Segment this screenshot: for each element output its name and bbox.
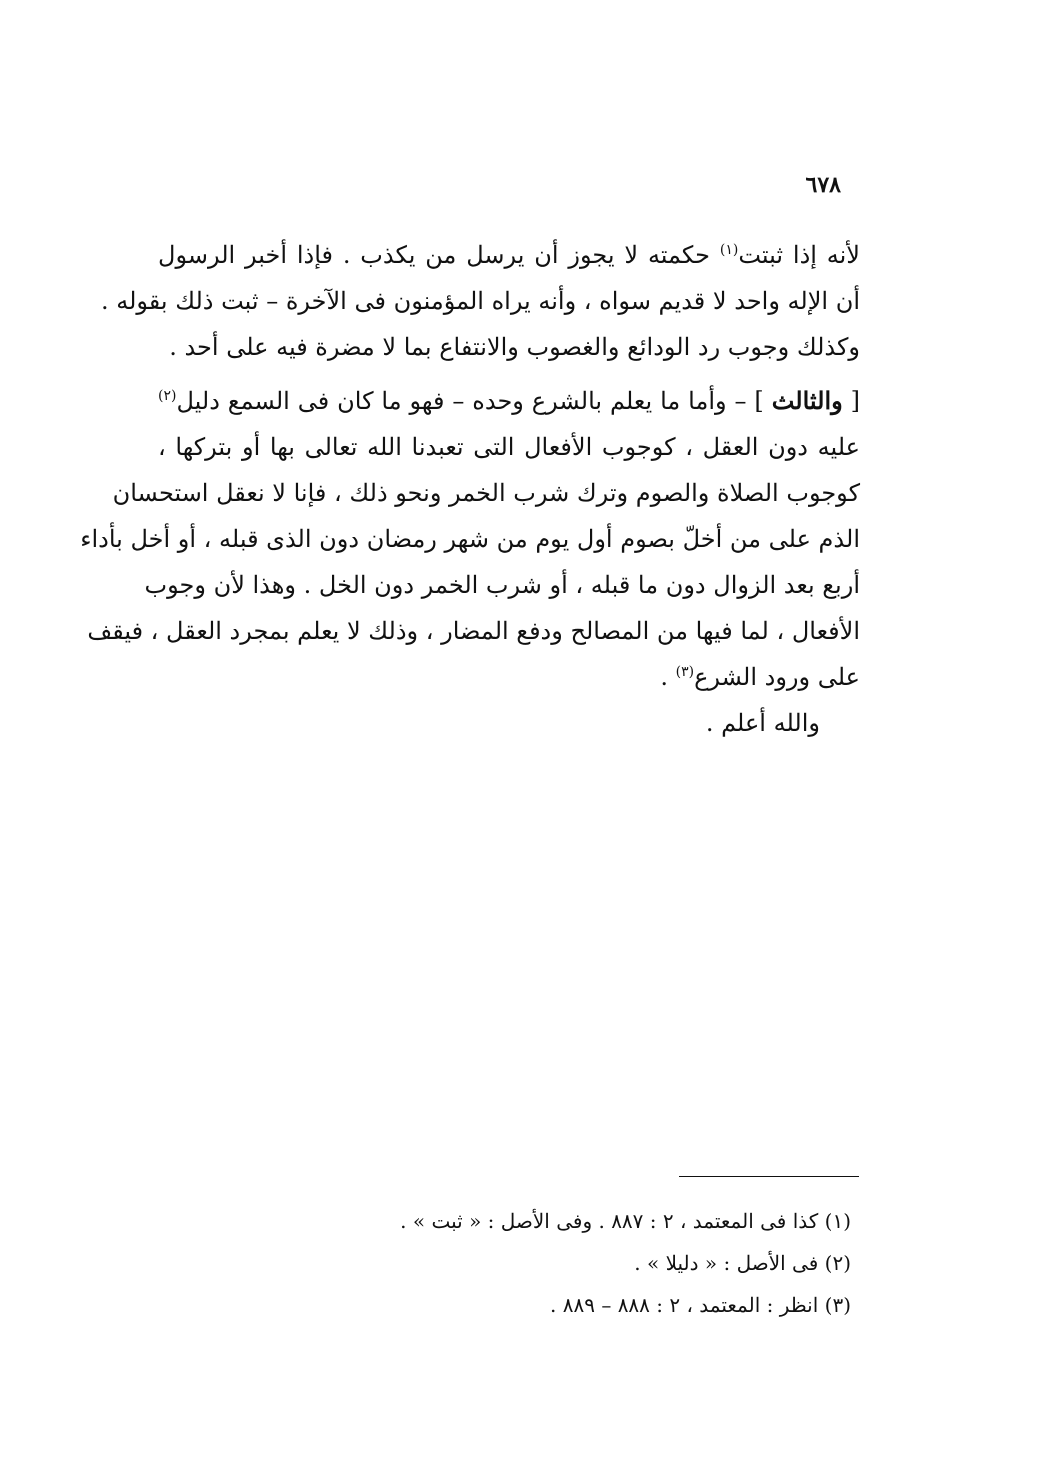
text-line: الأفعال ، لما فيها من المصالح ودفع المضار ، وذلك لا يعلم بمجرد العقل ، فيقف (87, 617, 860, 645)
closing-phrase: والله أعلم . (705, 709, 820, 737)
text-line: أربع بعد الزوال دون ما قبله ، أو شرب الخمر دون الخل . وهذا لأن وجوب (144, 571, 860, 599)
text-fragment: ] – وأما ما يعلم بالشرع وحده – فهو ما كان فى السمع دليل (176, 387, 772, 415)
text-line (158, 378, 860, 424)
footnote-3: (٣) انظر : المعتمد ، ٢ : ٨٨٨ – ٨٨٩ . (550, 1293, 851, 1317)
footnote-ref-3[interactable]: (٣) (675, 664, 695, 680)
section-label: والثالث (771, 386, 843, 415)
text-line (158, 232, 860, 278)
text-fragment: لأنه إذا ثبتت (738, 241, 860, 269)
text-line: وكذلك وجوب رد الودائع والغصوب والانتفاع بما لا مضرة فيه على أحد . (169, 333, 860, 361)
footnote-divider (679, 1176, 859, 1177)
bracket: [ (842, 387, 860, 415)
footnote-ref-1[interactable]: (١) (719, 242, 739, 258)
text-line: كوجوب الصلاة والصوم وترك شرب الخمر ونحو ذلك ، فإنا لا نعقل استحسان (112, 479, 860, 507)
paragraph-2 (80, 378, 860, 700)
text-line: أن الإله واحد لا قديم سواه ، وأنه يراه المؤمنون فى الآخرة – ثبت ذلك بقوله . (100, 287, 860, 315)
text-line: الذم على من أخلّ بصوم أول يوم من شهر رمضان دون الذى قبله ، أو أخل بأداء (80, 525, 860, 553)
footnotes (331, 1200, 851, 1326)
text-line: عليه دون العقل ، كوجوب الأفعال التى تعبدنا الله تعالى بها أو بتركها ، (158, 433, 860, 461)
footnote-ref-2[interactable]: (٢) (158, 388, 177, 404)
footnote-2: (٢) فى الأصل : « دليلا » . (634, 1251, 851, 1275)
page-number: ٦٧٨ (805, 172, 841, 198)
footnote-1: (١) كذا فى المعتمد ، ٢ : ٨٨٧ . وفى الأصل : « ثبت » . (400, 1209, 851, 1233)
text-fragment: على ورود الشرع (694, 663, 860, 691)
text-fragment: . (660, 663, 676, 691)
main-text (80, 232, 860, 746)
paragraph-gap (158, 370, 860, 378)
paragraph-1 (100, 232, 860, 370)
text-line (158, 654, 860, 700)
text-fragment: حكمته لا يجوز أن يرسل من يكذب . فإذا أخبر الرسول (158, 241, 720, 269)
